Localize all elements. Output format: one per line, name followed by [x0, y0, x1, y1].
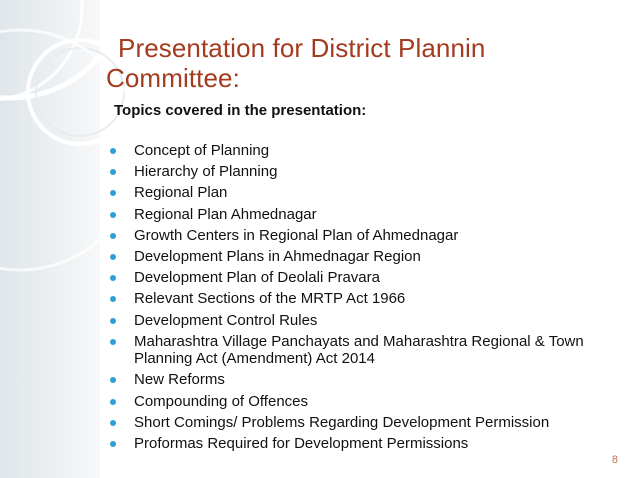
topic-text: Growth Centers in Regional Plan of Ahmednagar — [134, 226, 459, 244]
topic-item — [100, 142, 630, 159]
bullet-icon — [110, 420, 116, 426]
bullet-icon — [110, 275, 116, 281]
topic-text: Compounding of Offences — [134, 392, 309, 410]
slide-title — [106, 33, 626, 93]
topics-list — [100, 142, 630, 456]
bullet-icon — [110, 148, 116, 154]
bullet-icon — [110, 233, 116, 239]
topic-item — [100, 371, 630, 388]
topic-text: Relevant Sections of the MRTP Act 1966 — [134, 290, 406, 308]
bullet-icon — [110, 318, 116, 324]
topic-text: New Reforms — [134, 371, 225, 389]
topic-item — [100, 393, 630, 410]
topic-item — [100, 184, 630, 201]
topic-text: Development Plan of Deolali Pravara — [134, 269, 380, 287]
topic-item — [100, 227, 630, 244]
bullet-icon — [110, 190, 116, 196]
bullet-icon — [110, 212, 116, 218]
slide-title-line-1: Presentation for District Plannin — [118, 33, 486, 63]
topics-heading: Topics covered in the presentation: — [114, 102, 367, 119]
topic-text: Development Plans in Ahmednagar Region — [134, 248, 421, 266]
topic-item — [100, 435, 630, 452]
bullet-icon — [110, 399, 116, 405]
topic-text: Development Control Rules — [134, 311, 318, 329]
topic-item — [100, 248, 630, 265]
slide-number: 8 — [611, 454, 618, 466]
topic-text: Concept of Planning — [134, 142, 270, 159]
topic-text: Regional Plan Ahmednagar — [134, 205, 317, 223]
slide-title-line-2: Committee: — [106, 63, 240, 93]
bullet-icon — [110, 339, 116, 345]
topic-item — [100, 333, 630, 368]
topic-item — [100, 163, 630, 180]
bullet-icon — [110, 296, 116, 302]
topic-item — [100, 414, 630, 431]
topic-text: Short Comings/ Problems Regarding Development Permission — [134, 413, 550, 431]
topic-item — [100, 312, 630, 329]
bullet-icon — [110, 169, 116, 175]
topic-item — [100, 206, 630, 223]
bullet-icon — [110, 441, 116, 447]
topic-text: Regional Plan — [134, 184, 228, 202]
topic-item — [100, 269, 630, 286]
bullet-icon — [110, 377, 116, 383]
topic-text: Hierarchy of Planning — [134, 163, 278, 181]
bullet-icon — [110, 254, 116, 260]
topic-text: Proformas Required for Development Permissions — [134, 435, 469, 453]
topic-text: Maharashtra Village Panchayats and Maharashtra Regional & Town Planning Act (Amendment) Act 2014 — [134, 332, 584, 368]
topic-item — [100, 290, 630, 307]
